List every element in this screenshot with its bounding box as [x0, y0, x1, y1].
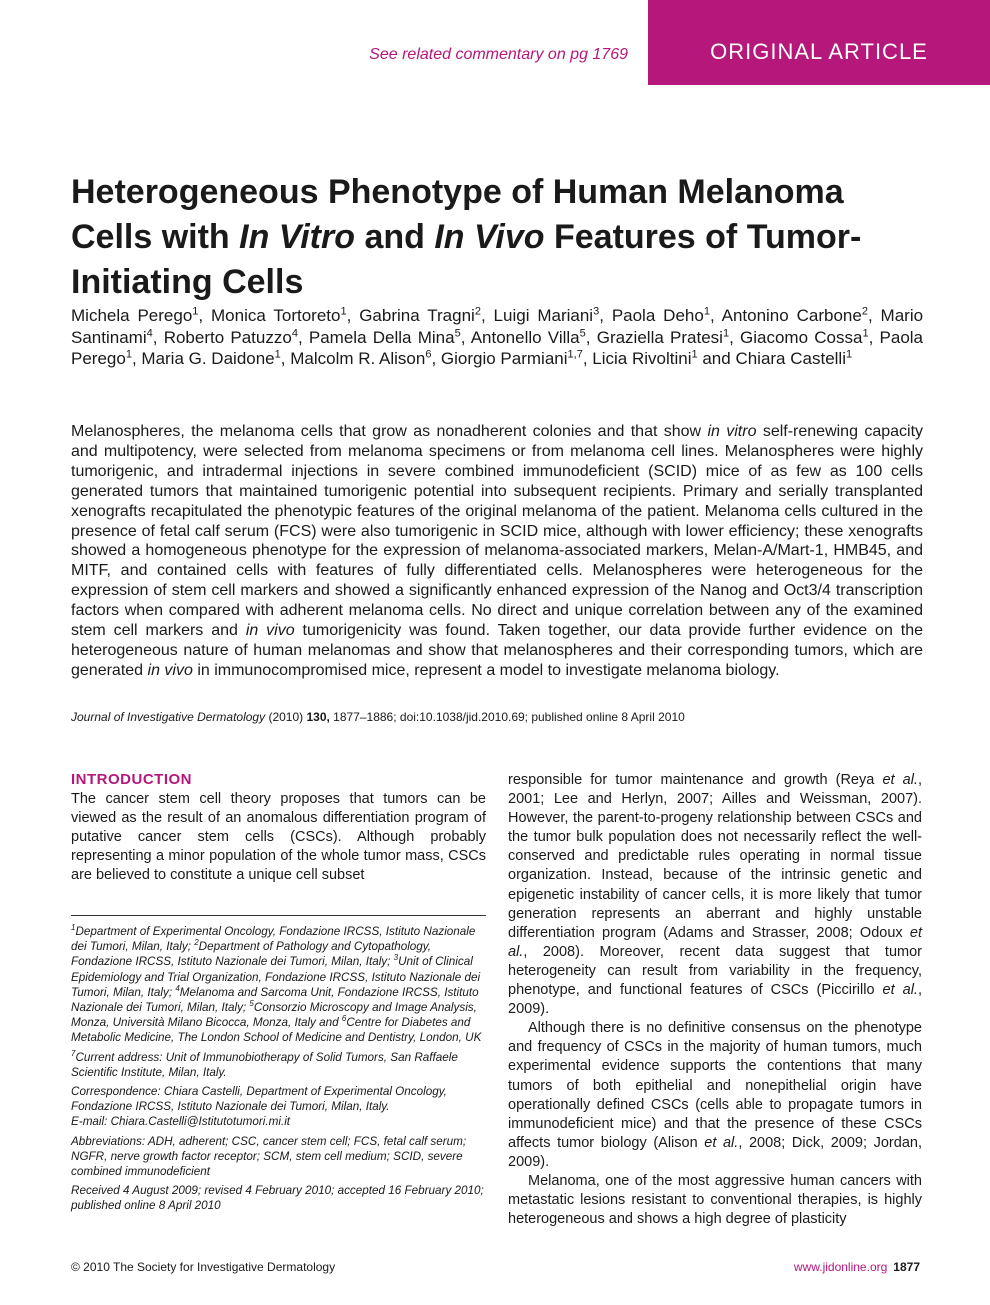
- et-al: et al.: [882, 982, 918, 999]
- author-name: [471, 328, 586, 347]
- et-al: et al.: [882, 772, 918, 788]
- author-name-text: Graziella Pratesi: [596, 327, 723, 347]
- correspondence-email[interactable]: E-mail: Chiara.Castelli@Istitutotumori.mi.it: [71, 1115, 291, 1129]
- correspondence-footnote: [71, 1084, 486, 1130]
- citation-details: 1877–1886; doi:10.1038/jid.2010.69; published online 8 April 2010: [329, 710, 685, 724]
- section-heading-introduction: INTRODUCTION: [71, 771, 192, 788]
- author-name: [735, 349, 852, 368]
- author-name-text: Gabrina Tragni: [359, 306, 475, 325]
- author-name: [164, 328, 298, 347]
- author-name: [211, 306, 347, 325]
- abstract-text: self-renewing capacity and multipotency, were selected from melanoma specimens or from melanoma cell lines. Melanospheres were highly tumorigenic, and intradermal injections in severe combined immunodeficient (SCID) mice of as few as 100 cells generated tumors that maintained tumorigenic potential into subsequent recipients. Primary and serially transplanted xenografts recapitulated the phenotypic features of the original melanoma of the patient. Melanoma cells cultured in the presence of fetal calf serum (FCS) were also tumorigenic in SCID mice, although with lower efficiency; these xenografts showed a homogeneous phenotype for the expression of melanoma-associated markers, Melan-A/Mart-1, HMB45, and MITF, and contained cells with features of fully differentiated cells. Melanospheres were heterogeneous for the expression of stem cell markers and showed a significantly enhanced expression of the Nanog and Oct3/4 transcription factors when compared with adherent melanoma cells. No direct and unique correlation between any of the examined stem cell markers and: [71, 423, 924, 640]
- left-column: [71, 770, 486, 885]
- author-name-text: Paola Deho: [611, 306, 704, 325]
- author-name-text: Luigi Mariani: [493, 306, 594, 325]
- author-affiliation-marker: 1: [340, 305, 347, 318]
- author-name: [592, 349, 697, 368]
- abstract-text: Melanospheres, the melanoma cells that grow as nonadherent colonies and that show: [71, 423, 708, 440]
- author-name-text: Malcolm R. Alison: [290, 349, 426, 368]
- received-footnote: Received 4 August 2009; revised 4 February 2010; accepted 16 February 2010; published online 8 April 2010: [71, 1184, 484, 1213]
- author-conjunction: and: [702, 349, 731, 368]
- body-paragraph: Melanoma, one of the most aggressive human cancers with metastatic lesions resistant to conventional therapies, is highly heterogeneous and shows a high degree of plasticity: [508, 1172, 922, 1228]
- abstract-italic: in vivo: [147, 661, 193, 679]
- author-name: [597, 328, 729, 347]
- author-name-text: Paola Perego: [71, 327, 924, 368]
- author-affiliation-marker: 3: [593, 305, 600, 318]
- author-name-text: Giacomo Cossa: [740, 327, 863, 347]
- body-paragraph: [508, 1019, 922, 1172]
- author-affiliation-marker: 4: [291, 326, 298, 339]
- author-affiliation-marker: 6: [425, 348, 432, 361]
- author-affiliation-marker: 1,7: [567, 348, 583, 361]
- article-type-badge: [648, 0, 990, 85]
- body-text: , 2001; Lee and Herlyn, 2007; Ailles and Weissman, 2007). However, the parent-to-progeny relationship between CSCs and the tumor bulk population does not necessarily reflect the well-conserved and predictable rules operating in normal tissue organization. Instead, because of the intrinsic genetic and epigenetic instability of cancer cells, it is more likely that tumor generation represents an aberrant and highly unstable differentiation program (Adams and Strasser, 2008; Odoux: [508, 772, 922, 941]
- author-name-text: Maria G. Daidone: [141, 349, 275, 368]
- author-affiliation-marker: 4: [146, 326, 153, 339]
- body-text: , 2009).: [508, 982, 922, 1018]
- author-name-text: Chiara Castelli: [735, 349, 846, 368]
- author-affiliation-marker: 1: [192, 305, 199, 318]
- et-al: et al.: [704, 1134, 739, 1151]
- footer-copyright: © 2010 The Society for Investigative Dermatology: [71, 1260, 336, 1274]
- author-affiliation-marker: 2: [861, 305, 868, 318]
- author-affiliation-marker: 5: [454, 326, 461, 339]
- author-name-text: Roberto Patuzzo: [163, 327, 292, 347]
- abstract: [71, 422, 923, 681]
- author-name: [141, 349, 280, 368]
- author-name: [441, 349, 583, 368]
- body-paragraph: [508, 771, 922, 1019]
- author-name-text: Michela Perego: [71, 306, 193, 325]
- affiliation: Department of Pathology and Cytopathology, Fondazione IRCSS, Istituto Nazionale dei Tumori, Milan, Italy;: [71, 940, 432, 969]
- author-name-text: Monica Tortoreto: [211, 306, 341, 325]
- author-name: [722, 306, 868, 325]
- author-name-text: Giorgio Parmiani: [440, 349, 568, 368]
- abstract-text: tumorigenicity was found. Taken together, our data provide further evidence on the heterogeneous nature of human melanomas and show that melanospheres and their corresponding tumors, which are generated: [71, 622, 923, 679]
- abstract-text: in immunocompromised mice, represent a model to investigate melanoma biology.: [192, 661, 780, 679]
- right-column: [508, 771, 922, 1229]
- author-name: [359, 306, 481, 325]
- abstract-italic: in vitro: [707, 423, 757, 440]
- author-affiliation-marker: 2: [474, 305, 481, 318]
- author-affiliation-marker: 1: [691, 348, 698, 361]
- author-list: Michela Perego$^1$, Monica Tortoreto$^1$, Gabrina Tragni$^2$, Luigi Mariani$^3$, Paola Deho$^1$, Antonino Carbone$^2$, Mario Santinami$^4$, Roberto Patuzzo$^4$, Pamela Della Mina$^5$, Antonello Villa$^5$, Graziella Pratesi$^1$, Giacomo Cossa$^1$, Paola Perego$^1$, Maria G. Daidone$^1$, Malcolm R. Alison$^6$, Giorgio Parmiani$^{1,7}$, Licia Rivoltini$^1$ and Chiara Castelli$^1$: [71, 305, 924, 368]
- affiliation: Consorzio Microscopy and Image Analysis, Monza, Università Milano Bicocca, Monza, Italy and: [71, 1001, 477, 1030]
- author-affiliation-marker: 5: [579, 326, 586, 339]
- body-text: Although there is no definitive consensus on the phenotype and frequency of CSCs in the majority of human tumors, much experimental evidence supports the contentions that many tumors of both epithelial and nonepithelial origin have operationally defined CSCs (cells able to propagate tumors in immunodeficient mice) and that the presence of these CSCs affects tumor biology (Alison: [508, 1020, 922, 1151]
- journal-name: Journal of Investigative Dermatology: [71, 710, 266, 724]
- author-affiliation-marker: 1: [274, 348, 281, 361]
- et-al: et al.: [508, 924, 922, 960]
- affiliation: Unit of Clinical Epidemiology and Trial Organization, Fondazione IRCSS, Istituto Nazionale dei Tumori, Milan, Italy;: [71, 955, 481, 999]
- author-name: [494, 306, 600, 325]
- author-name-text: Antonello Villa: [470, 327, 580, 347]
- intro-paragraph: The cancer stem cell theory proposes that tumors can be viewed as the result of an anomalous differentiation program of putative cancer stem cells (CSCs). Although probably representing a minor population of the whole tumor mass, CSCs are believed to constitute a unique cell subset: [71, 791, 486, 884]
- title-part-2: Features of Tumor-Initiating Cells: [71, 218, 862, 301]
- author-name-text: Licia Rivoltini: [592, 349, 692, 368]
- affiliation: Centre for Diabetes and Metabolic Medicine, The London School of Medicine and Dentistry, London, UK: [71, 1016, 482, 1045]
- footnotes: [71, 924, 486, 1218]
- title-and: and: [355, 218, 435, 256]
- author-affiliation-marker: 1: [862, 326, 869, 339]
- author-name-text: Mario Santinami: [71, 306, 924, 347]
- correspondence: Correspondence: Chiara Castelli, Department of Experimental Oncology, Fondazione IRCSS, Istituto Nazionale dei Tumori, Milan, Italy.: [71, 1085, 447, 1114]
- body-text: , 2008). Moreover, recent data suggest that tumor heterogeneity can result from variability in the frequency, phenotype, and functional features of CSCs (Piccirillo: [508, 943, 922, 999]
- author-name-text: Pamela Della Mina: [308, 327, 455, 347]
- abbreviations-footnote: Abbreviations: ADH, adherent; CSC, cancer stem cell; FCS, fetal calf serum; NGFR, nerve growth factor receptor; SCM, stem cell medium; SCID, severe combined immunodeficient: [71, 1134, 467, 1179]
- author-affiliation-marker: 1: [125, 348, 132, 361]
- affiliations-footnote: $^1$Department of Experimental Oncology, Fondazione IRCSS, Istituto Nazionale dei Tumori, Milan, Italy; $^2$Department of Pathology and Cytopathology, Fondazione IRCSS, Istituto Nazionale dei Tumori, Milan, Italy; $^3$Unit of Clinical Epidemiology and Trial Organization, Fondazione IRCSS, Istituto Nazionale dei Tumori, Milan, Italy; $^4$Melanoma and Sarcoma Unit, Fondazione IRCSS, Istituto Nazionale dei Tumori, Milan, Italy; $^5$Consorzio Microscopy and Image Analysis, Monza, Università Milano Bicocca, Monza, Italy and $^6$Centre for Diabetes and Metabolic Medicine, The London School of Medicine and Dentistry, London, UK: [71, 923, 482, 1045]
- related-commentary-link[interactable]: See related commentary on pg 1769: [369, 46, 628, 63]
- citation-year: (2010): [265, 710, 307, 724]
- affiliation: Department of Experimental Oncology, Fondazione IRCSS, Istituto Nazionale dei Tumori, Milan, Italy;: [71, 925, 476, 954]
- current-address: Current address: Unit of Immunobiotherapy of Solid Tumors, San Raffaele Scientific Institute, Milan, Italy.: [71, 1050, 458, 1079]
- citation-line: [71, 709, 923, 725]
- citation-volume: 130,: [306, 710, 330, 724]
- author-affiliation-marker: 1: [722, 326, 730, 339]
- title-in-vitro: In Vitro: [239, 218, 355, 256]
- author-name: [612, 306, 710, 325]
- footnote-divider: [71, 915, 486, 916]
- abstract-italic: in vivo: [245, 622, 295, 640]
- title-in-vivo: In Vivo: [434, 218, 545, 256]
- article-title: [71, 170, 931, 305]
- journal-website-link[interactable]: www.jidonline.org: [793, 1260, 888, 1274]
- author-affiliation-marker: 1: [845, 348, 853, 361]
- author-name: [71, 306, 198, 325]
- author-name: [290, 349, 431, 368]
- author-name: [740, 328, 869, 347]
- footer-right: [794, 1260, 920, 1274]
- author-affiliation-marker: 1: [703, 305, 710, 318]
- body-text: , 2008; Dick, 2009; Jordan, 2009).: [508, 1134, 922, 1170]
- title-part-1: Heterogeneous Phenotype of Human Melanoma Cells with: [71, 173, 844, 256]
- author-name-text: Antonino Carbone: [721, 306, 862, 325]
- current-address-footnote: $^7$Current address: Unit of Immunobiotherapy of Solid Tumors, San Raffaele Scientific Institute, Milan, Italy.: [71, 1048, 458, 1079]
- author-name: [309, 328, 461, 347]
- affiliation: Melanoma and Sarcoma Unit, Fondazione IRCSS, Istituto Nazionale dei Tumori, Milan, Italy;: [71, 985, 479, 1015]
- article-type-label: ORIGINAL ARTICLE: [710, 39, 928, 64]
- body-text: responsible for tumor maintenance and growth (Reya: [508, 772, 883, 788]
- page-number: 1877: [893, 1260, 920, 1274]
